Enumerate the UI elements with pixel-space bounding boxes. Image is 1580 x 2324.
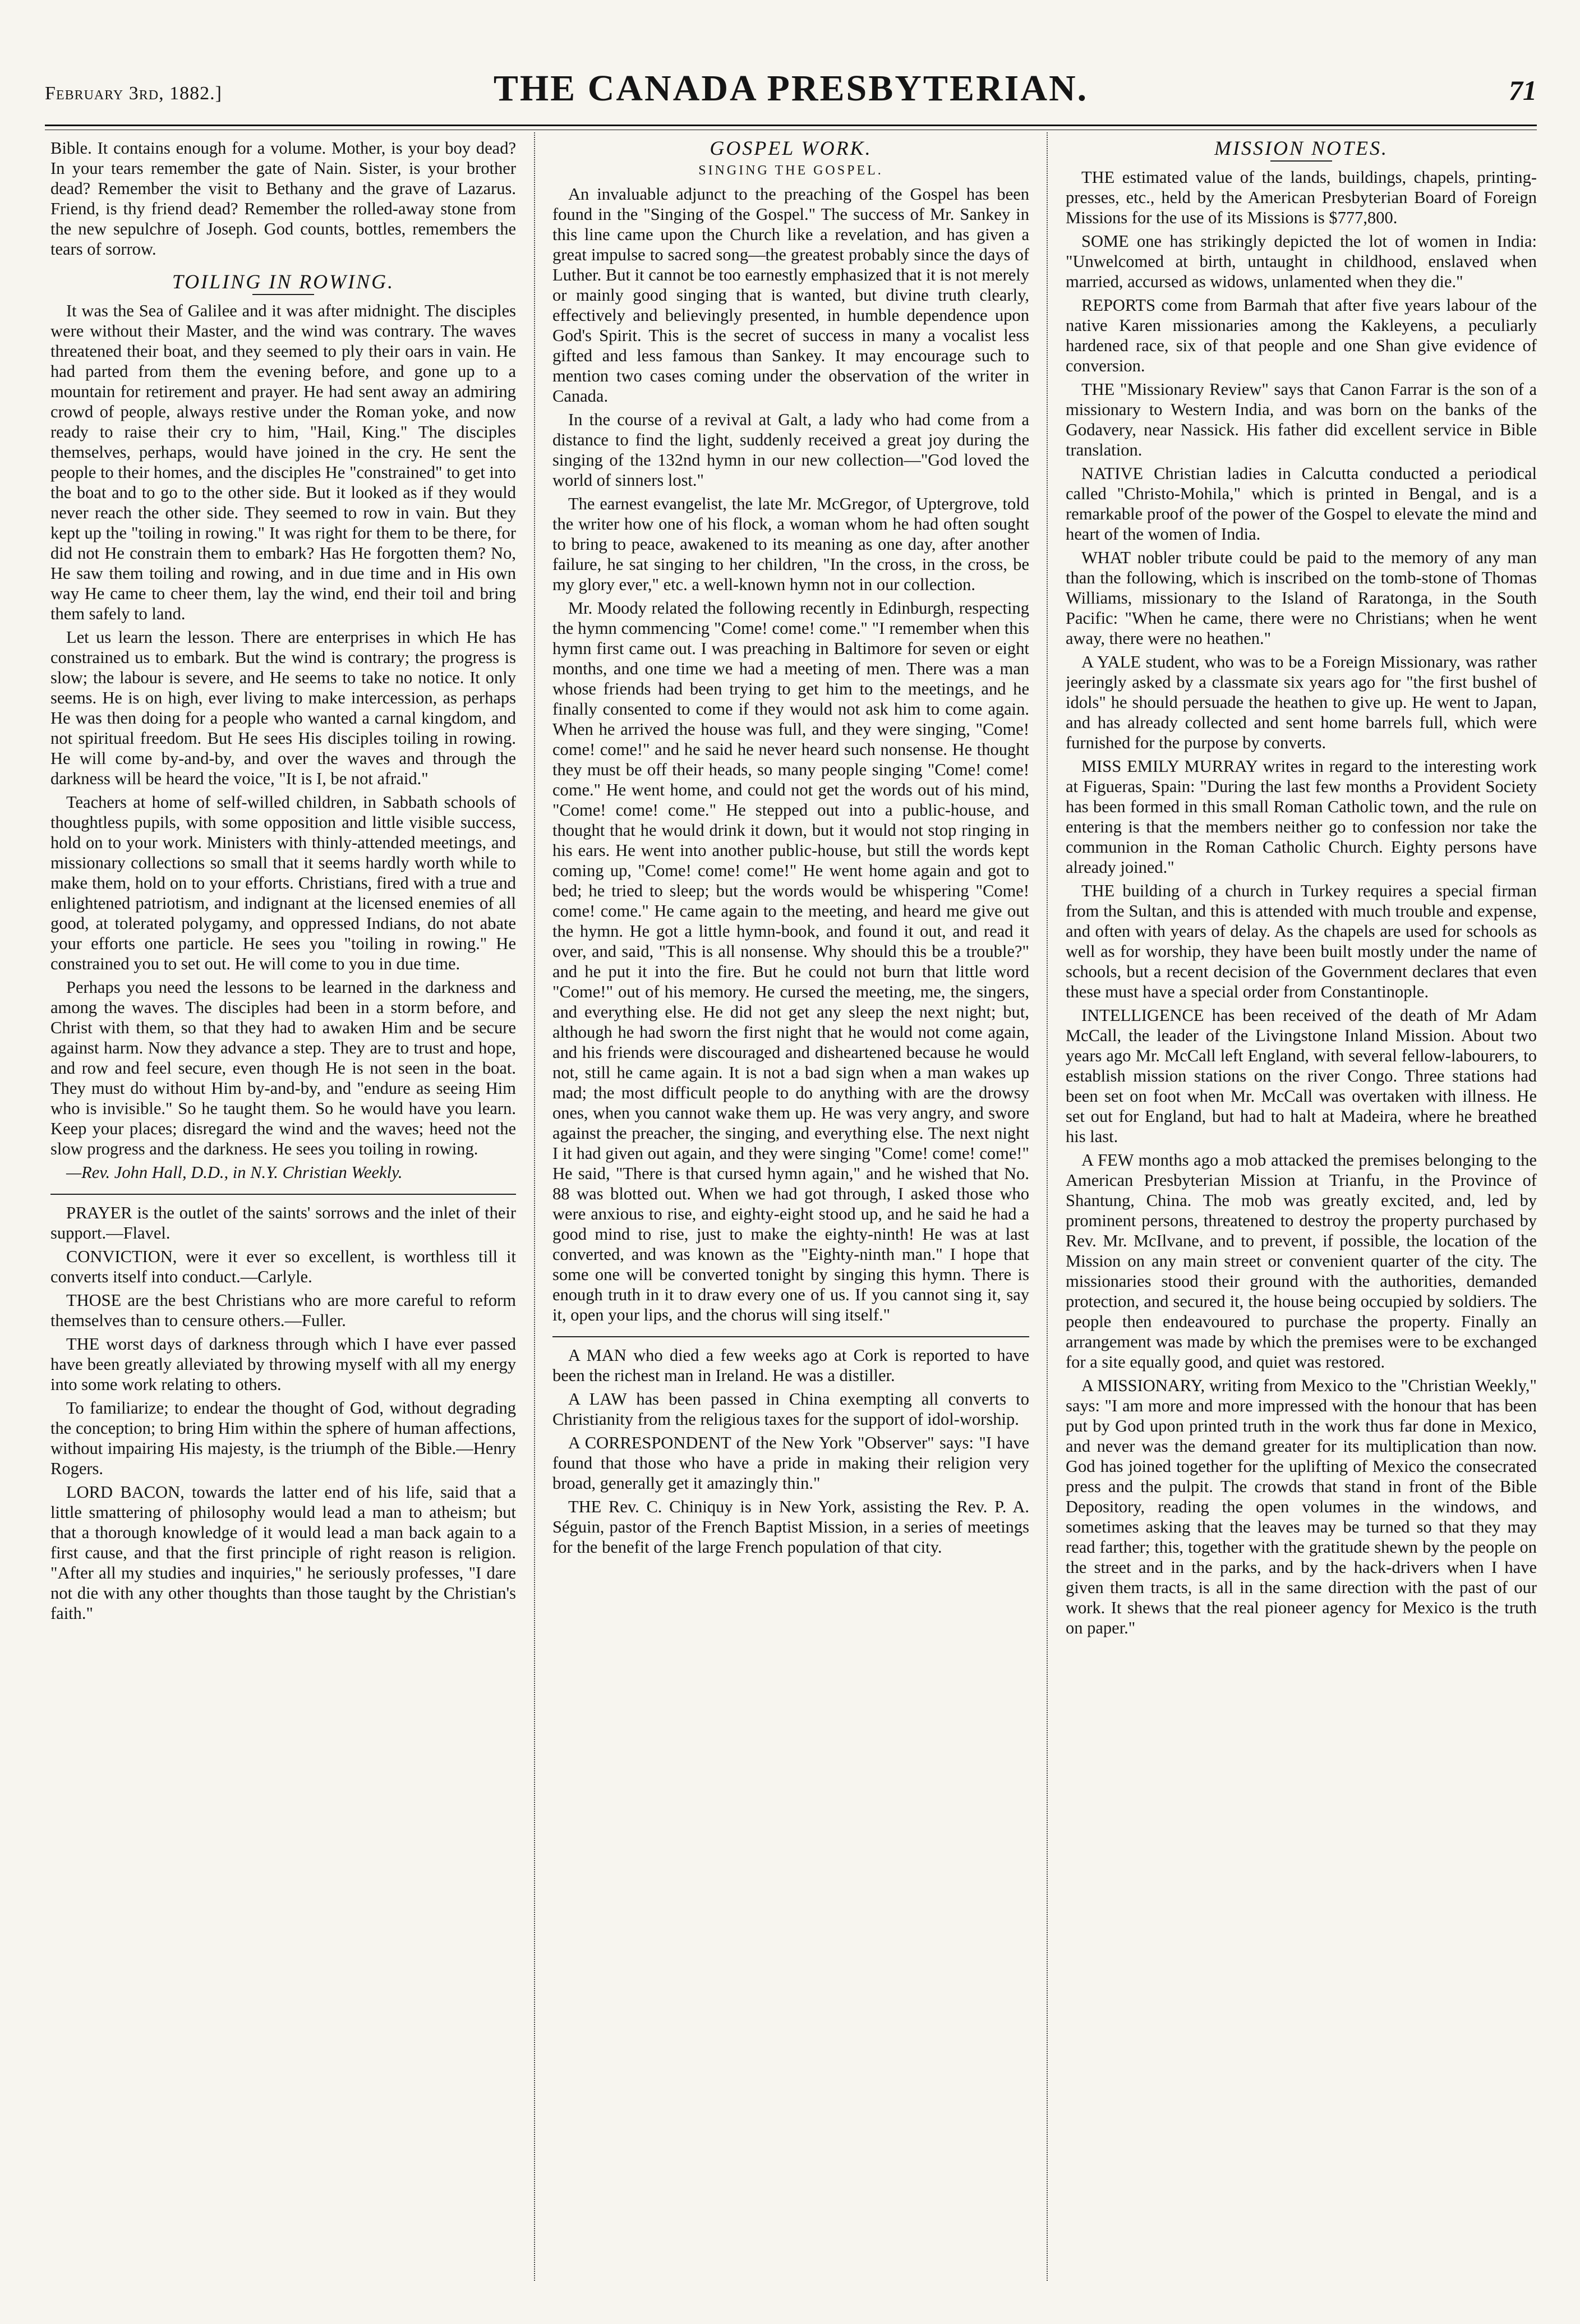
paragraph: PRAYER is the outlet of the saints' sorrows and the inlet of their support.—Flavel. [50,1203,516,1242]
paragraph: Mr. Moody related the following recently in Edinburgh, respecting the hymn commencing "Come! come! come." "I remember when this hymn first came out. I was preaching in Baltimore for seven or eight months, and one time we had a meeting of men. There was a man whose friends had been trying to get him to the meetings, and he finally consented to come if they would not ask him to come again. When he arrived the house was full, and they were singing, "Come! come! come!" and he said he never heard such nonsense. He thought they must be off their heads, so many people singing "Come! come! come." He went home, and could not get the words out of his mind, "Come! come! come." He stepped out into a public-house, and thought that he would drink it down, but it would not stop ringing in his ears. He went into another public-house, but still the words kept coming up, "Come! come! come!" He went home again and got to bed; he tried to sleep; but the words would be whispering "Come! come! come." He came again to the meeting, and heard me give out the hymn. He got a little hymn-book, and found it out, and read it over, and said, "This is all nonsense. Why should this be a trouble?" and he put it into the fire. But he could not burn that little word "Come!" out of his memory. He cursed the meeting, me, the singers, and everything else. He did not get any sleep the next night; but, although he had sworn the first night that he would not come again, and his friends were discouraged and disheartened because he would not, still he came again. It is not a bad sign when a man wakes up mad; the most difficult people to do anything with are the drowsy ones, when you cannot wake them up. He was very angry, and swore against the preacher, the singing, and everything else. The next night I it had given out again, and they were singing "Come! come! come!" He said, "There is that cursed hymn again," and he wished that No. 88 was blotted out. When we had got through, I asked those who were anxious to rise, and eighty-eight stood up, and he said he had a good mind to rise, just to make the eighty-ninth! He was at last converted, and was known as the "Eighty-ninth man." I hope that some one will be converted tonight by singing this hymn. There is enough truth in it to draw every one of us. If you cannot sing it, say it, open your lips, and the chorus will sing itself." [552,599,1029,1324]
paragraph: To familiarize; to endear the thought of God, without degrading the conception; to bring Him within the sphere of human affections, without impairing His majesty, is the triumph of the Bible.—Henry Rogers. [50,1398,516,1478]
paragraph: THE Rev. C. Chiniquy is in New York, assisting the Rev. P. A. Séguin, pastor of the French Baptist Mission, in a series of meetings for the benefit of the large French population of that city. [552,1497,1029,1557]
paragraph: A CORRESPONDENT of the New York "Observer" says: "I have found that those who have a pride in making their religion very broad, generally get it amazingly thin." [552,1433,1029,1493]
title-rule [252,294,314,295]
article-continuation: Bible. It contains enough for a volume. Mother, is your boy dead? In your tears remember the gate of Nain. Sister, is your brother dead? Remember the visit to Bethany and the grave of Lazarus. Friend, is thy friend dead? Remember the rolled-away stone from the new sepulchre of Joseph. God counts, bottles, remembers the tears of sorrow. [50,139,516,259]
paragraph: SOME one has strikingly depicted the lot of women in India: "Unwelcomed at birth, untaught in childhood, enslaved when married, accursed as widows, unlamented when they die." [1066,232,1537,291]
column-2 [552,138,1029,2292]
newspaper-title: THE CANADA PRESBYTERIAN. [493,68,1089,109]
column-divider [534,132,535,2281]
article-signature: —Rev. John Hall, D.D., in N.Y. Christian Weekly. [66,1163,403,1182]
paragraph: CONVICTION, were it ever so excellent, is worthless till it converts itself into conduct.—Carlyle. [50,1247,516,1286]
title-rule [1270,160,1332,162]
header-rule [45,125,1537,130]
paragraph: INTELLIGENCE has been received of the death of Mr Adam McCall, the leader of the Livingstone Inland Mission. About two years ago Mr. McCall left England, with several fellow-labourers, to establish mission stations on the river Congo. Three stations had been set on foot when Mr. McCall was overtaken with illness. He set out for England, but had to halt at Madeira, where he breathed his last. [1066,1006,1537,1146]
column-3 [1066,138,1537,2292]
paragraph: REPORTS come from Barmah that after five years labour of the native Karen missionaries among the Kakleyens, a peculiarly hardened race, six of that people and one Shan give evidence of conversion. [1066,296,1537,375]
paragraph: An invaluable adjunct to the preaching of the Gospel has been found in the "Singing of the Gospel." The success of Mr. Sankey in this line came upon the Church like a revelation, and has given a great impulse to sacred song—the greatest probably since the days of Luther. But it cannot be too earnestly emphasized that it is not merely or mainly good singing that is wanted, but divine truth clearly, effectively and believingly presented, in humble dependence upon God's Spirit. This is the secret of success in many a vocalist less gifted and less famous than Sankey. It may encourage such to mention two cases coming under the observation of the writer in Canada. [552,185,1029,406]
section-subtitle: SINGING THE GOSPEL. [698,163,883,178]
paragraph: A LAW has been passed in China exempting all converts to Christianity from the religious taxes for the support of idol-worship. [552,1389,1029,1429]
paragraph: NATIVE Christian ladies in Calcutta conducted a periodical called "Christo-Mohila," which is printed in Bengal, and is a remarkable proof of the power of the Gospel to elevate the mind and heart of the women of India. [1066,464,1537,544]
paragraph: Let us learn the lesson. There are enterprises in which He has constrained us to embark. But the wind is contrary; the progress is slow; the labour is severe, and He seems to take no notice. It only seems. He is on high, ever living to make intercession, as perhaps He was then doing for a people who wanted a carnal kingdom, and not spiritual freedom. But He sees His disciples toiling in rowing. He will come by-and-by, and over the waves and through the darkness will be heard the voice, "It is I, be not afraid." [50,628,516,788]
paragraph: THE worst days of darkness through which I have ever passed have been greatly alleviated by throwing myself with all my energy into some work relating to others. [50,1334,516,1394]
paragraph: The earnest evangelist, the late Mr. McGregor, of Uptergrove, told the writer how one of his flock, a woman whom he had often sought to bring to peace, awakened to its meaning as one day, after another failure, he sat singing to her children, "In the cross, in the cross, be my glory ever," etc. a well-known hymn not in our collection. [552,494,1029,594]
section-title-gospel-work: GOSPEL WORK. [710,138,872,159]
paragraph: In the course of a revival at Galt, a lady who had come from a distance to find the light, suddenly received a great joy during the singing of the 132nd hymn in our new collection—"God loved the world of sinners lost." [552,410,1029,490]
paragraph: WHAT nobler tribute could be paid to the memory of any man than the following, which is inscribed on the tomb-stone of Thomas Williams, missionary to the Island of Raratonga, in the South Pacific: "When he came, there were no Christians; when he went away, there were no heathen." [1066,548,1537,648]
section-title-toiling: TOILING IN ROWING. [172,270,395,293]
left-margin-bleed [0,135,20,2266]
paragraph: THE estimated value of the lands, buildings, chapels, printing-presses, etc., held by the American Presbyterian Board of Foreign Missions for the use of its Missions is $777,800. [1066,168,1537,227]
paragraph: It was the Sea of Galilee and it was after midnight. The disciples were without their Master, and the wind was contrary. The waves threatened their boat, and they seemed to ply their oars in vain. He had parted from them the evening before, and gone up to a mountain for retirement and prayer. He had sent away an admiring crowd of people, always restive under the Roman yoke, and now ready to raise their cry to him, "Hail, King." The disciples themselves, perhaps, would have joined in the cry. He sent the people to their homes, and the disciples He "constrained" to get into the boat and to go to the other side. But it looked as if they would never reach the other side. They seemed to row in vain. But they kept up the "toiling in rowing." It was right for them to be there, for did not He constrain them to embark? Has He forgotten them? No, He saw them toiling and rowing, and in due time and in His own way He came to cheer them, lay the wind, end their toil and bring them safely to land. [50,301,516,623]
section-title-mission-notes: MISSION NOTES. [1214,138,1388,159]
paragraph: A MISSIONARY, writing from Mexico to the "Christian Weekly," says: "I am more and more impressed with the honour that has been put by God upon printed truth in the work thus far done in Mexico, and never was the demand greater for its multiplication than now. God has joined together for the uplifting of Mexico the consecrated press and the pulpit. The crowds that stand in front of the Bible Depository, reading the open volumes in the windows, and sometimes asking that the leaves may be turned so that they may read farther; this, together with the gratitude shewn by the people on the street and in the parks, and by the hack-drivers when I have given them tracts, is all in the same direction with the past of our work. It shews that the real pioneer agency for Mexico is the truth on paper." [1066,1376,1537,1637]
page-header [45,67,1537,118]
column-divider [1047,132,1048,2281]
section-separator [552,1336,1029,1337]
paragraph: A FEW months ago a mob attacked the premises belonging to the American Presbyterian Mission at Trianfu, in the Province of Shantung, China. The mob was greatly excited, and, led by prominent persons, threatened to destroy the property purchased by Rev. Mr. McIlvane, and to prevent, if possible, the location of the Mission on any main street or convenient quarter of the city. The missionaries stood their ground with the authorities, demanded protection, and secured it, the house being occupied by soldiers. The people then endeavoured to purchase the property. Finally an arrangement was made by which the premises were to be exchanged for a site equally good, and quiet was restored. [1066,1151,1537,1372]
paragraph: THE "Missionary Review" says that Canon Farrar is the son of a missionary to Western India, and was born on the banks of the Godavery, near Nassick. His father did excellent service in Bible translation. [1066,380,1537,459]
paragraph: LORD BACON, towards the latter end of his life, said that a little smattering of philosophy would lead a man to atheism; but that a thorough knowledge of it would lead a man back again to a first cause, and that the first principle of right reason is religion. "After all my studies and inquiries," he seriously professes, "I dare not die with any other thoughts than those taught by the Christian's faith." [50,1483,516,1623]
paragraph: THE building of a church in Turkey requires a special firman from the Sultan, and this is attended with much trouble and expense, and often with years of delay. As the chapels are used for schools as well as for worship, they have been built mostly under the name of schools, but a recent decision of the Government declares that even these must have a special order from Constantinople. [1066,881,1537,1001]
paragraph: Perhaps you need the lessons to be learned in the darkness and among the waves. The disciples had been in a storm before, and Christ with them, so that they had to awaken Him and be secure against harm. Now they advance a step. They are to trust and hope, and row and feel secure, even though He is not seen in the boat. They must do without Him by-and-by, and "endure as seeing Him who is invisible." So he taught them. So he would have you learn. Keep your places; disregard the wind and the waves; heed not the slow progress and the darkness. He sees you toiling in rowing. [50,978,516,1158]
paragraph: Teachers at home of self-willed children, in Sabbath schools of thoughtless pupils, with some opposition and little visible success, hold on to your work. Ministers with thinly-attended meetings, and missionary collections so small that it seems hardly worth while to make them, hold on to your efforts. Christians, fired with a true and enlightened patriotism, and indignant at the licensed enemies of all good, at tolerated polygamy, and oppressed Indians, do not abate your efforts one particle. He sees you "toiling in rowing." He constrained you to set out. He will come to you in due time. [50,793,516,973]
column-1 [50,138,516,2292]
issue-date: February 3rd, 1882.] [45,83,222,104]
page-number: 71 [1509,75,1537,106]
section-separator [50,1194,516,1195]
paragraph: MISS EMILY MURRAY writes in regard to the interesting work at Figueras, Spain: "During the last few months a Provident Society has been formed in this small Roman Catholic town, and the rule on entering is that the members neither go to confession nor take the communion in the Roman Catholic Church. Eighty persons have already joined." [1066,757,1537,877]
paragraph: THOSE are the best Christians who are more careful to reform themselves than to censure others.—Fuller. [50,1291,516,1330]
paragraph: A MAN who died a few weeks ago at Cork is reported to have been the richest man in Ireland. He was a distiller. [552,1346,1029,1385]
paragraph: A YALE student, who was to be a Foreign Missionary, was rather jeeringly asked by a classmate six years ago for "the first bushel of idols" he should persuade the heathen to give up. He went to Japan, and has already collected and sent home barrels full, which were furnished for the purpose by converts. [1066,652,1537,752]
